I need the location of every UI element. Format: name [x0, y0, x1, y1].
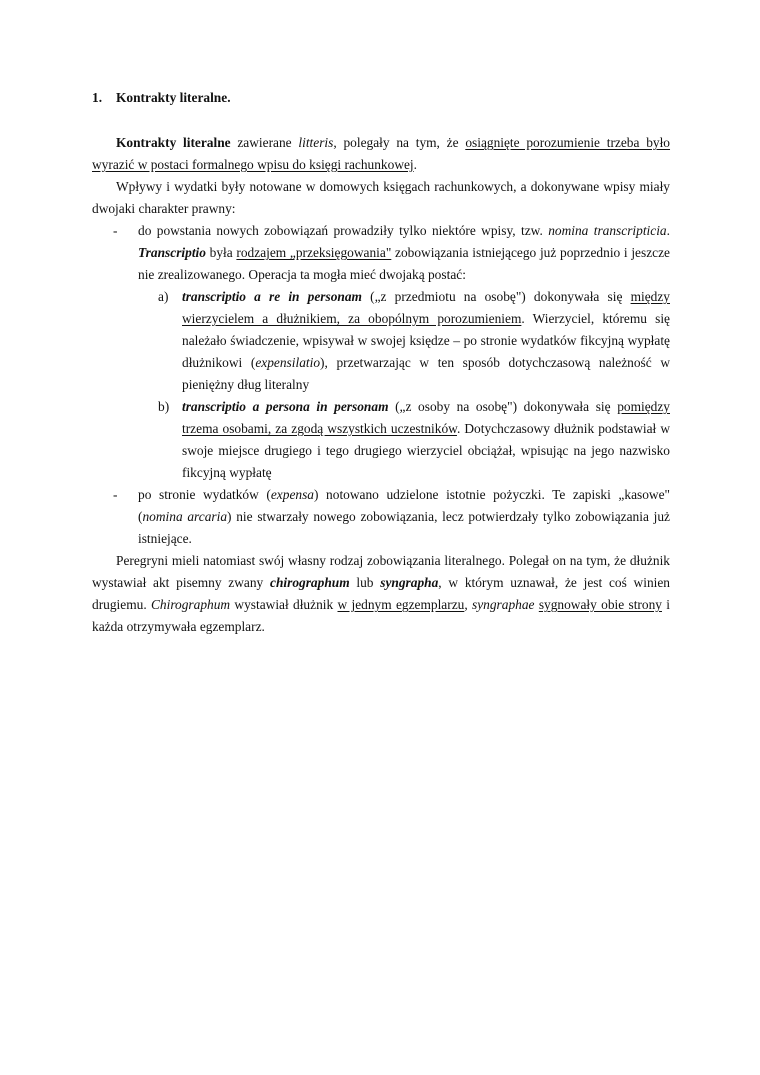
text-run: .	[666, 223, 670, 238]
text-run: Wpływy i wydatki były notowane w domowych księgach rachunkowych, a dokonywane wpisy miały dwojaki charakter prawny:	[92, 179, 670, 216]
underlined-phrase: rodzajem „przeksięgowania"	[236, 245, 392, 260]
text-run: wystawiał dłużnik	[230, 597, 338, 612]
underlined-phrase: osiągnięte porozumienie trzeba było wyrazić w postaci formalnego wpisu do księgi rachunkowej	[92, 135, 671, 172]
paragraph-definition	[92, 132, 670, 176]
text-run: ), przetwarzając w ten sposób dotychczasową należność w pieniężny dług literalny	[182, 355, 670, 392]
bold-term: Kontrakty literalne	[116, 135, 231, 150]
list-letter: a)	[158, 289, 169, 304]
paragraph-ledger	[92, 176, 670, 220]
underlined-phrase: pomiędzy trzema osobami, za zgodą wszystkich uczestników	[182, 399, 670, 436]
text-run: i każda otrzymywała egzemplarz.	[92, 597, 671, 634]
list-item-nomina-transcripticia	[92, 220, 670, 286]
list-dash: -	[113, 487, 118, 502]
italic-term: litteris	[298, 135, 334, 150]
italic-term: expensa	[270, 487, 314, 502]
text-run: („z osoby na osobę") dokonywała się	[388, 399, 618, 414]
underlined-phrase: sygnowały obie strony	[538, 597, 662, 612]
text-run: do powstania nowych zobowiązań prowadziły tylko niektóre wpisy, tzw.	[138, 223, 549, 238]
paragraph-peregrini	[92, 550, 670, 638]
text-run: , polegały na tym, że	[333, 135, 466, 150]
text-run: („z przedmiotu na osobę") dokonywała się	[361, 289, 631, 304]
text-run: ) nie stwarzały nowego zobowiązania, lecz potwierdzały tylko zobowiązania już istniejące.	[138, 509, 670, 546]
text-run: Peregryni mieli natomiast swój własny rodzaj zobowiązania literalnego. Polegał on na tym, że dłużnik wystawiał akt pisemny zwany	[92, 553, 670, 590]
text-run: ) notowano udzielone istotnie pożyczki. Te zapiski „kasowe" (	[138, 487, 670, 524]
bold-italic-term: transcriptio a re in personam	[182, 289, 362, 304]
text-run: . Wierzyciel, któremu się należało świadczenie, wpisywał w swojej księdze – po stronie wydatków fikcyjną wypłatę dłużnikowi (	[182, 311, 670, 370]
underlined-phrase: w jednym egzemplarzu	[337, 597, 465, 612]
text-run: , w którym uznawał, że jest coś winien drugiemu.	[92, 575, 671, 612]
text-run: była	[205, 245, 237, 260]
document-body	[92, 132, 670, 638]
sub-list-item-b	[92, 396, 670, 484]
underlined-phrase: między wierzycielem a dłużnikiem, za obopólnym porozumieniem	[182, 289, 670, 326]
bold-italic-term: transcriptio a persona in personam	[182, 399, 389, 414]
section-title: Kontrakty literalne.	[116, 90, 231, 105]
bold-italic-term: chirographum	[270, 575, 350, 590]
italic-term: nomina transcripticia	[548, 223, 667, 238]
section-number: 1.	[92, 90, 103, 105]
list-letter: b)	[158, 399, 170, 414]
bold-italic-term: Transcriptio	[138, 245, 206, 260]
bold-italic-term: syngrapha	[380, 575, 439, 590]
italic-term: Chirographum	[150, 597, 231, 612]
text-run: lub	[349, 575, 381, 590]
text-run: . Dotychczasowy dłużnik podstawiał w swoje miejsce drugiego i tego drugiego wierzyciel obciążał, wpisując na jego nazwisko fikcyjną wypłatę	[182, 421, 670, 480]
text-run: zawierane	[230, 135, 299, 150]
section-heading	[92, 90, 231, 106]
italic-term: expensilatio	[255, 355, 321, 370]
list-dash: -	[113, 223, 118, 238]
italic-term: nomina arcaria	[142, 509, 228, 524]
list-item-nomina-arcaria	[92, 484, 670, 550]
text-run: ,	[464, 597, 473, 612]
text-run: .	[413, 157, 418, 172]
text-run: zobowiązania istniejącego już poprzednio i jeszcze nie zrealizowanego. Operacja ta mogła mieć dwojaką postać:	[138, 245, 670, 282]
text-run: po stronie wydatków (	[138, 487, 271, 502]
sub-list-item-a	[92, 286, 670, 396]
italic-term: syngraphae	[472, 597, 535, 612]
